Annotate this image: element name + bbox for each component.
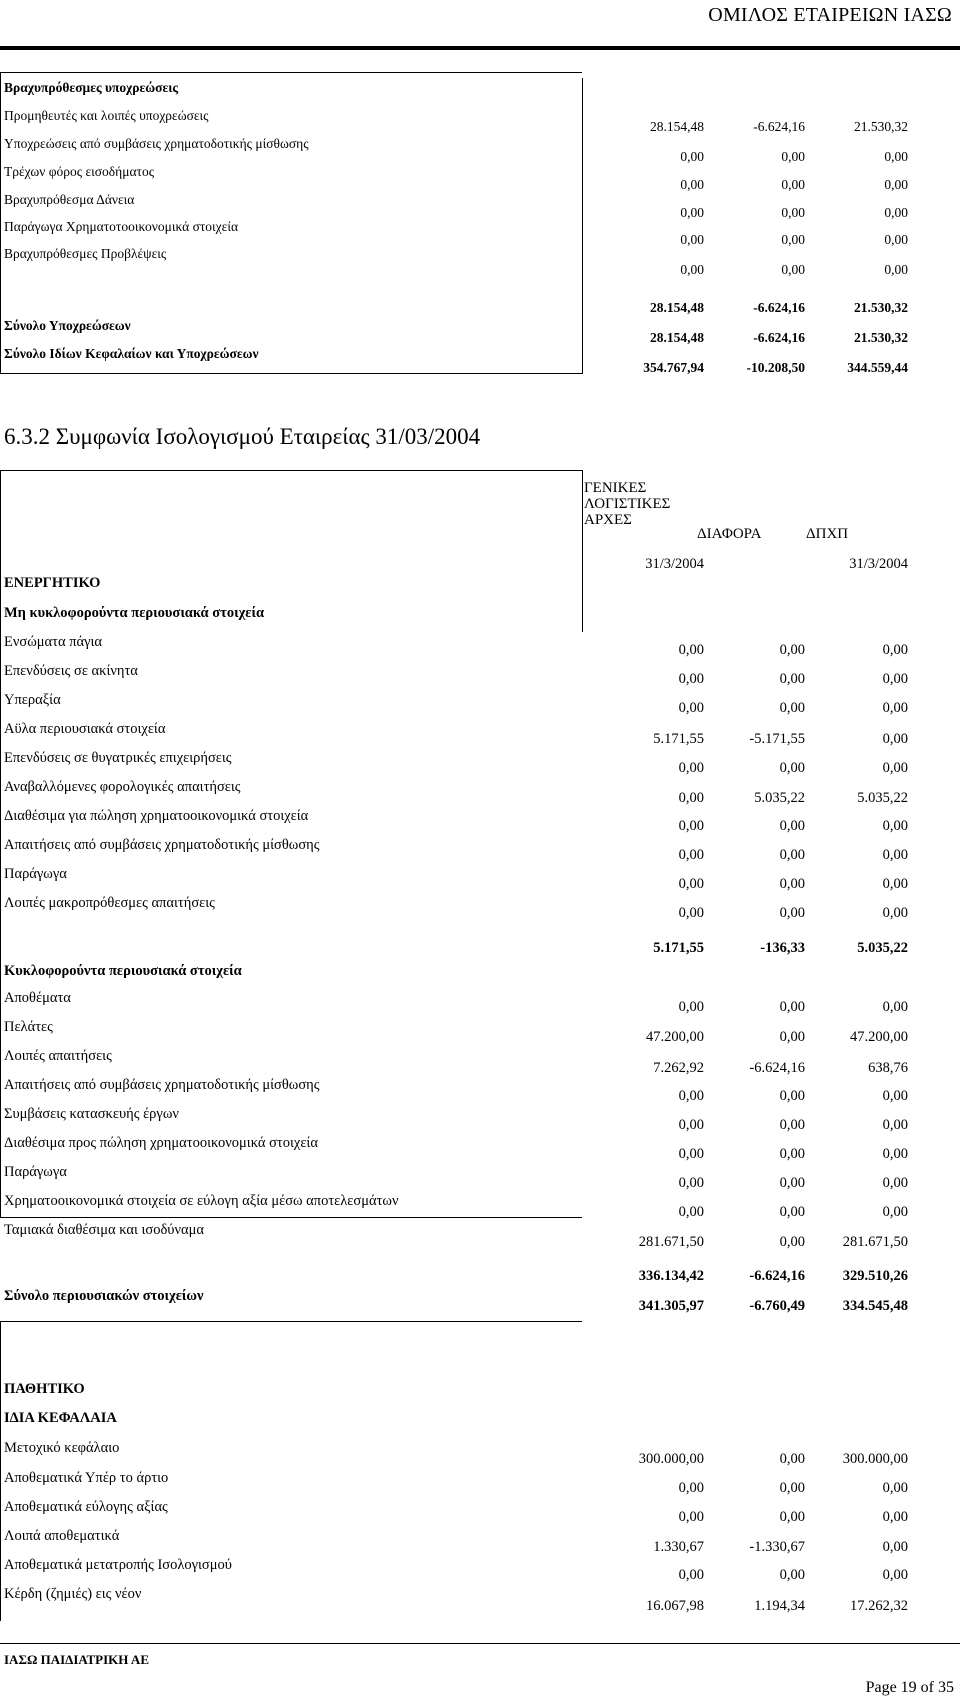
table-border xyxy=(0,373,582,374)
row-label: Προμηθευτές και λοιπές υποχρεώσεις xyxy=(4,108,209,123)
cell-value: 0,00 xyxy=(882,671,908,687)
total-label: Σύνολο Ιδίων Κεφαλαίων και Υποχρεώσεων xyxy=(4,346,259,361)
cell-value: 0,00 xyxy=(884,205,908,220)
cell-value: 0,00 xyxy=(678,760,704,776)
row-label: Διαθέσιμα προς πώληση χρηματοοικονομικά στοιχεία xyxy=(4,1135,318,1151)
cell-value: 0,00 xyxy=(680,232,704,247)
column-header-difference: ΔΙΑΦΟΡΑ xyxy=(697,526,762,542)
cell-value: 0,00 xyxy=(779,1567,805,1583)
row-label: Απαιτήσεις από συμβάσεις χρηματοδοτικής μίσθωσης xyxy=(4,837,320,853)
cell-value: 0,00 xyxy=(779,1029,805,1045)
cell-value: 17.262,32 xyxy=(850,1598,908,1614)
cell-value: 0,00 xyxy=(678,999,704,1015)
cell-value: 0,00 xyxy=(882,700,908,716)
cell-value: 0,00 xyxy=(882,1509,908,1525)
cell-value: 0,00 xyxy=(779,905,805,921)
section-title: 6.3.2 Συμφωνία Ισολογισμού Εταιρείας 31/03/2004 xyxy=(4,424,481,449)
cell-value: 47.200,00 xyxy=(646,1029,704,1045)
assets-heading: ΕΝΕΡΓΗΤΙΚΟ xyxy=(4,575,101,591)
cell-value: 0,00 xyxy=(781,177,805,192)
cell-value: 300.000,00 xyxy=(638,1451,704,1467)
table-border xyxy=(0,1321,582,1322)
cell-value: 0,00 xyxy=(884,232,908,247)
total-label: Σύνολο περιουσιακών στοιχείων xyxy=(4,1288,204,1304)
total-value: 21.530,32 xyxy=(854,330,908,345)
column-header-ifrs: ΔΠΧΠ xyxy=(806,526,849,542)
total-value: 341.305,97 xyxy=(638,1298,704,1314)
cell-value: 0,00 xyxy=(882,905,908,921)
row-label: Αποθέματα xyxy=(4,990,71,1006)
total-value: -10.208,50 xyxy=(746,360,805,375)
cell-value: 0,00 xyxy=(678,847,704,863)
cell-value: -6.624,16 xyxy=(753,119,805,134)
column-header-line: ΛΟΓΙΣΤΙΚΕΣ xyxy=(584,496,671,512)
cell-value: 0,00 xyxy=(678,1088,704,1104)
cell-value: 0,00 xyxy=(882,1204,908,1220)
cell-value: 1.194,34 xyxy=(754,1598,805,1614)
cell-value: 0,00 xyxy=(779,1088,805,1104)
row-label: Υπεραξία xyxy=(4,692,61,708)
row-label: Επενδύσεις σε θυγατρικές επιχειρήσεις xyxy=(4,750,232,766)
row-label: Συμβάσεις κατασκευής έργων xyxy=(4,1106,179,1122)
footer-company: ΙΑΣΩ ΠΑΙΔΙΑΤΡΙΚΗ ΑΕ xyxy=(4,1652,149,1667)
cell-value: 0,00 xyxy=(884,262,908,277)
total-value: 354.767,94 xyxy=(643,360,704,375)
cell-value: 0,00 xyxy=(779,642,805,658)
cell-value: 0,00 xyxy=(680,205,704,220)
cell-value: 0,00 xyxy=(882,1088,908,1104)
cell-value: -5.171,55 xyxy=(749,731,805,747)
cell-value: 0,00 xyxy=(779,999,805,1015)
cell-value: 0,00 xyxy=(882,731,908,747)
cell-value: 0,00 xyxy=(779,1175,805,1191)
total-value: 28.154,48 xyxy=(650,330,704,345)
cell-value: 16.067,98 xyxy=(646,1598,704,1614)
cell-value: 0,00 xyxy=(678,1146,704,1162)
cell-value: 300.000,00 xyxy=(842,1451,908,1467)
cell-value: 0,00 xyxy=(781,262,805,277)
cell-value: 0,00 xyxy=(781,205,805,220)
column-header-line: ΑΡΧΕΣ xyxy=(584,512,632,528)
cell-value: 0,00 xyxy=(678,1509,704,1525)
row-label: Λοιπά αποθεματικά xyxy=(4,1528,120,1544)
cell-value: 0,00 xyxy=(779,1509,805,1525)
liabilities-heading: ΠΑΘΗΤΙΚΟ xyxy=(4,1381,85,1397)
cell-value: 0,00 xyxy=(678,700,704,716)
cell-value: 0,00 xyxy=(882,1480,908,1496)
cell-value: 0,00 xyxy=(882,1146,908,1162)
table-border xyxy=(582,78,583,374)
cell-value: 0,00 xyxy=(781,232,805,247)
cell-value: 0,00 xyxy=(882,876,908,892)
cell-value: 0,00 xyxy=(781,149,805,164)
cell-value: -6.624,16 xyxy=(749,1060,805,1076)
cell-value: 0,00 xyxy=(882,818,908,834)
cell-value: 0,00 xyxy=(678,1480,704,1496)
cell-value: 0,00 xyxy=(678,1175,704,1191)
row-label: Κέρδη (ζημιές) εις νέον xyxy=(4,1586,142,1602)
row-label: Παράγωγα Χρηματοτοοικονομικά στοιχεία xyxy=(4,219,239,234)
row-label: Μετοχικό κεφάλαιο xyxy=(4,1440,120,1456)
cell-value: 0,00 xyxy=(882,847,908,863)
cell-value: 0,00 xyxy=(678,876,704,892)
cell-value: 0,00 xyxy=(884,177,908,192)
table-border xyxy=(0,470,582,471)
cell-value: 0,00 xyxy=(678,790,704,806)
subtotal-value: 28.154,48 xyxy=(650,300,704,315)
cell-value: 0,00 xyxy=(779,818,805,834)
cell-value: 0,00 xyxy=(678,818,704,834)
cell-value: 0,00 xyxy=(678,1204,704,1220)
row-label: Βραχυπρόθεσμα Δάνεια xyxy=(4,192,135,207)
cell-value: 0,00 xyxy=(882,1567,908,1583)
cell-value: 0,00 xyxy=(779,876,805,892)
cell-value: 5.035,22 xyxy=(857,790,908,806)
cell-value: 0,00 xyxy=(779,1117,805,1133)
row-label: Αποθεματικά εύλογης αξίας xyxy=(4,1499,168,1515)
cell-value: 0,00 xyxy=(779,1234,805,1250)
row-label: Απαιτήσεις από συμβάσεις χρηματοδοτικής μίσθωσης xyxy=(4,1077,320,1093)
cell-value: 0,00 xyxy=(779,1480,805,1496)
page-number: Page 19 of 35 xyxy=(865,1679,954,1696)
total-value: 334.545,48 xyxy=(842,1298,908,1314)
cell-value: 0,00 xyxy=(779,700,805,716)
table-border xyxy=(0,1321,1,1621)
subtotal-value: -6.624,16 xyxy=(753,300,805,315)
header-rule xyxy=(0,46,960,50)
cell-value: 0,00 xyxy=(680,177,704,192)
cell-value: 638,76 xyxy=(868,1060,908,1076)
total-label: Σύνολο Υποχρεώσεων xyxy=(4,318,131,333)
row-label: Παράγωγα xyxy=(4,1164,67,1180)
cell-value: 0,00 xyxy=(779,671,805,687)
current-heading: Κυκλοφορούντα περιουσιακά στοιχεία xyxy=(4,963,242,979)
cell-value: 0,00 xyxy=(779,1451,805,1467)
cell-value: 0,00 xyxy=(779,847,805,863)
cell-value: 0,00 xyxy=(779,1146,805,1162)
row-label: Αποθεματικά Υπέρ το άρτιο xyxy=(4,1470,169,1486)
row-label: Χρηματοοικονομικά στοιχεία σε εύλογη αξία μέσω αποτελεσμάτων xyxy=(4,1193,399,1209)
noncurrent-heading: Μη κυκλοφορούντα περιουσιακά στοιχεία xyxy=(4,605,265,621)
cell-value: 0,00 xyxy=(882,760,908,776)
cell-value: 28.154,48 xyxy=(650,119,704,134)
cell-value: 0,00 xyxy=(678,642,704,658)
row-label: Διαθέσιμα για πώληση χρηματοοικονομικά στοιχεία xyxy=(4,808,309,824)
total-value: -6.760,49 xyxy=(749,1298,805,1314)
row-label: Παράγωγα xyxy=(4,866,67,882)
footer-rule xyxy=(0,1643,960,1644)
cell-value: -1.330,67 xyxy=(749,1539,805,1555)
cell-value: 0,00 xyxy=(680,262,704,277)
subtotal-value: -6.624,16 xyxy=(749,1268,805,1284)
column-header-line: ΓΕΝΙΚΕΣ xyxy=(584,480,647,496)
equity-heading: ΙΔΙΑ ΚΕΦΑΛΑΙΑ xyxy=(4,1410,117,1426)
cell-value: 0,00 xyxy=(678,671,704,687)
cell-value: 21.530,32 xyxy=(854,119,908,134)
total-value: -6.624,16 xyxy=(753,330,805,345)
row-label: Αποθεματικά μετατροπής Ισολογισμού xyxy=(4,1557,232,1573)
total-value: 344.559,44 xyxy=(847,360,908,375)
row-label: Ταμιακά διαθέσιμα και ισοδύναμα xyxy=(4,1222,205,1238)
cell-value: 47.200,00 xyxy=(850,1029,908,1045)
section-label: Βραχυπρόθεσμες υποχρεώσεις xyxy=(4,80,179,95)
document-header-title: ΟΜΙΛΟΣ ΕΤΑΙΡΕΙΩΝ ΙΑΣΩ xyxy=(708,4,952,26)
cell-value: 0,00 xyxy=(680,149,704,164)
cell-value: 0,00 xyxy=(882,1175,908,1191)
table-border xyxy=(0,72,582,73)
cell-value: 0,00 xyxy=(678,905,704,921)
subtotal-value: 5.035,22 xyxy=(857,940,908,956)
cell-value: 0,00 xyxy=(678,1117,704,1133)
cell-value: 0,00 xyxy=(882,1117,908,1133)
cell-value: 5.171,55 xyxy=(653,731,704,747)
column-date: 31/3/2004 xyxy=(849,556,908,572)
cell-value: 5.035,22 xyxy=(754,790,805,806)
subtotal-value: 336.134,42 xyxy=(638,1268,704,1284)
cell-value: 1.330,67 xyxy=(653,1539,704,1555)
subtotal-value: 329.510,26 xyxy=(842,1268,908,1284)
cell-value: 7.262,92 xyxy=(653,1060,704,1076)
row-label: Επενδύσεις σε ακίνητα xyxy=(4,663,138,679)
row-label: Τρέχων φόρος εισοδήματος xyxy=(4,164,155,179)
subtotal-value: 5.171,55 xyxy=(653,940,704,956)
cell-value: 0,00 xyxy=(678,1567,704,1583)
row-label: Πελάτες xyxy=(4,1019,53,1035)
row-label: Υποχρεώσεις από συμβάσεις χρηματοδοτικής μίσθωσης xyxy=(4,136,309,151)
row-label: Ενσώματα πάγια xyxy=(4,634,103,650)
cell-value: 0,00 xyxy=(882,1539,908,1555)
row-label: Βραχυπρόθεσμες Προβλέψεις xyxy=(4,246,167,261)
table-border xyxy=(582,470,583,632)
cell-value: 0,00 xyxy=(882,642,908,658)
row-label: Λοιπές απαιτήσεις xyxy=(4,1048,112,1064)
cell-value: 281.671,50 xyxy=(842,1234,908,1250)
cell-value: 0,00 xyxy=(779,1204,805,1220)
cell-value: 0,00 xyxy=(884,149,908,164)
column-date: 31/3/2004 xyxy=(645,556,704,572)
cell-value: 281.671,50 xyxy=(638,1234,704,1250)
subtotal-value: -136,33 xyxy=(760,940,805,956)
cell-value: 0,00 xyxy=(882,999,908,1015)
subtotal-value: 21.530,32 xyxy=(854,300,908,315)
table-border xyxy=(0,72,1,374)
table-border xyxy=(0,470,1,1218)
row-label: Λοιπές μακροπρόθεσμες απαιτήσεις xyxy=(4,895,215,911)
row-label: Αναβαλλόμενες φορολογικές απαιτήσεις xyxy=(4,779,241,795)
table-border xyxy=(0,1217,582,1218)
cell-value: 0,00 xyxy=(779,760,805,776)
row-label: Αϋλα περιουσιακά στοιχεία xyxy=(4,721,166,737)
column-header-gaap xyxy=(584,480,670,528)
